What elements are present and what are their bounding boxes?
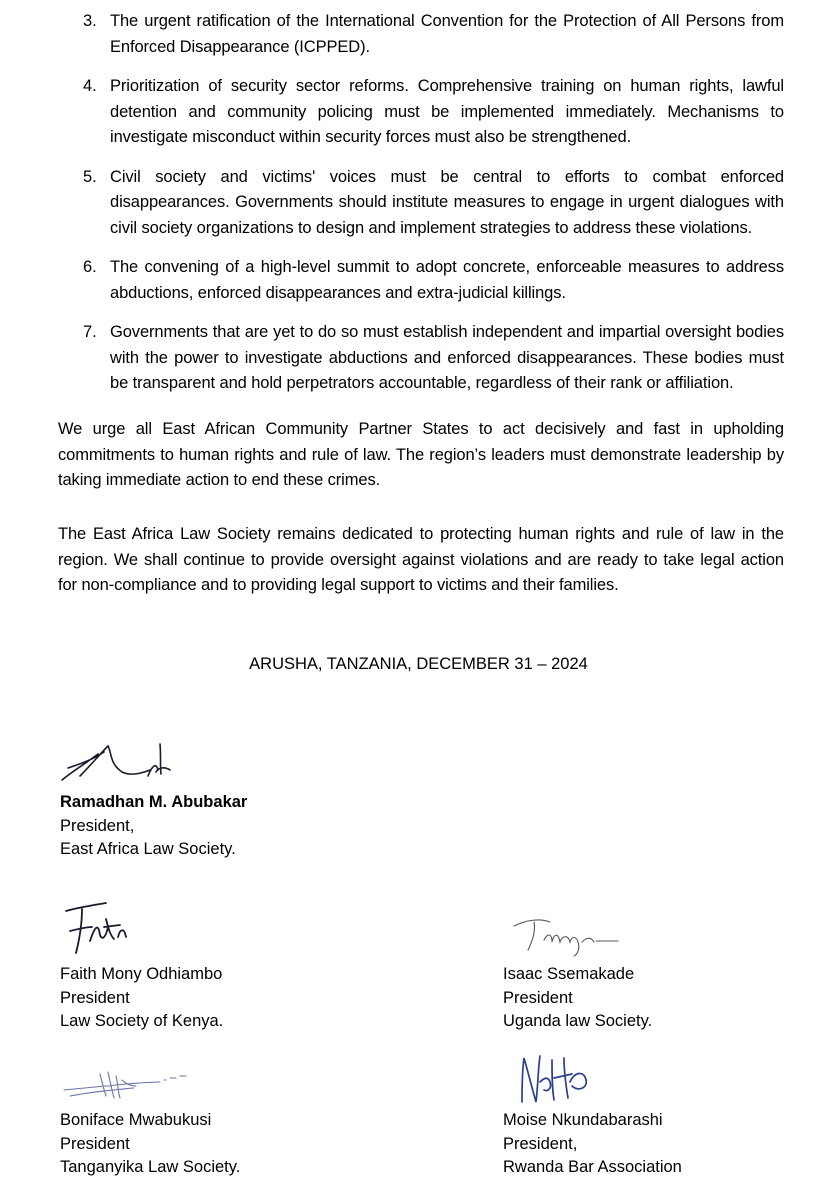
signatory-name: Boniface Mwabukusi: [60, 1111, 212, 1129]
signature-abubakar: [60, 740, 180, 785]
commitment-paragraph: The East Africa Law Society remains dedicated to protecting human rights and rule of law in the region. We shall continue to provide oversight against violations and are ready to take legal action for non-compliance and to providing legal support to victims and their families.: [58, 525, 784, 594]
recommendation-item: [58, 320, 784, 397]
recommendation-item: [58, 255, 784, 306]
signatory-title: President: [60, 988, 130, 1007]
item-number: 5.: [83, 167, 97, 186]
signature-nkundabarashi: [514, 1052, 594, 1110]
signature-ssemakade: [510, 912, 622, 957]
call-to-action-paragraph: We urge all East African Community Partner States to act decisively and fast in upholding commitments to human rights and rule of law. The region’s leaders must demonstrate leadership by taking immediate action to end these crimes.: [58, 420, 784, 489]
signatory-name: Ramadhan M. Abubakar: [60, 793, 248, 811]
signatory-title: President: [503, 988, 573, 1007]
signatory-mwabukusi: [60, 1109, 360, 1180]
signatory-organization: Tanganyika Law Society.: [60, 1158, 241, 1176]
item-text: Prioritization of security sector reforms. Comprehensive training on human rights, lawful detention and community policing must be implemented immediately. Mechanisms to investigate misconduct within security forces must also be strengthened.: [110, 77, 784, 146]
signatory-organization: Rwanda Bar Association: [503, 1158, 682, 1176]
item-text: The convening of a high-level summit to adopt concrete, enforceable measures to address abductions, enforced disappearances and extra-judicial killings.: [110, 258, 784, 302]
item-number: 4.: [83, 77, 97, 95]
signature-odhiambo: [60, 897, 135, 957]
recommendations-list: [58, 9, 784, 411]
recommendation-item: [58, 9, 784, 60]
item-text: Civil society and victims' voices must be central to efforts to combat enforced disappearances. Governments should institute measures to engage in urgent dialogues with civil society organizations to design and implement strategies to address these violations.: [110, 167, 784, 237]
signatory-ssemakade: [503, 963, 803, 1034]
item-text: The urgent ratification of the International Convention for the Protection of All Persons from Enforced Disappearance (ICPPED).: [110, 12, 784, 56]
signatory-organization: Law Society of Kenya.: [60, 1012, 224, 1030]
signatory-title: President,: [503, 1134, 578, 1153]
signature-mwabukusi: [60, 1064, 190, 1100]
signatory-odhiambo: [60, 963, 360, 1034]
signatory-abubakar: [60, 791, 360, 862]
item-number: 3.: [83, 12, 97, 30]
recommendation-item: [58, 74, 784, 151]
item-text: Governments that are yet to do so must establish independent and impartial oversight bodies with the power to investigate abductions and enforced disappearances. These bodies must be transparent and hold perpetrators accountable, regardless of their rank or affiliation.: [110, 323, 784, 392]
signatory-title: President: [60, 1134, 130, 1153]
signatory-title: President,: [60, 816, 135, 835]
signatory-name: Moise Nkundabarashi: [503, 1111, 663, 1129]
signatory-nkundabarashi: [503, 1109, 803, 1180]
item-number: 6.: [83, 258, 97, 276]
item-number: 7.: [83, 323, 97, 341]
signatory-name: Isaac Ssemakade: [503, 965, 635, 983]
recommendation-item: [58, 165, 784, 242]
signatory-organization: East Africa Law Society.: [60, 840, 236, 858]
dateline: ARUSHA, TANZANIA, DECEMBER 31 – 2024: [249, 655, 588, 673]
signatory-organization: Uganda law Society.: [503, 1012, 653, 1030]
signatory-name: Faith Mony Odhiambo: [60, 965, 223, 983]
